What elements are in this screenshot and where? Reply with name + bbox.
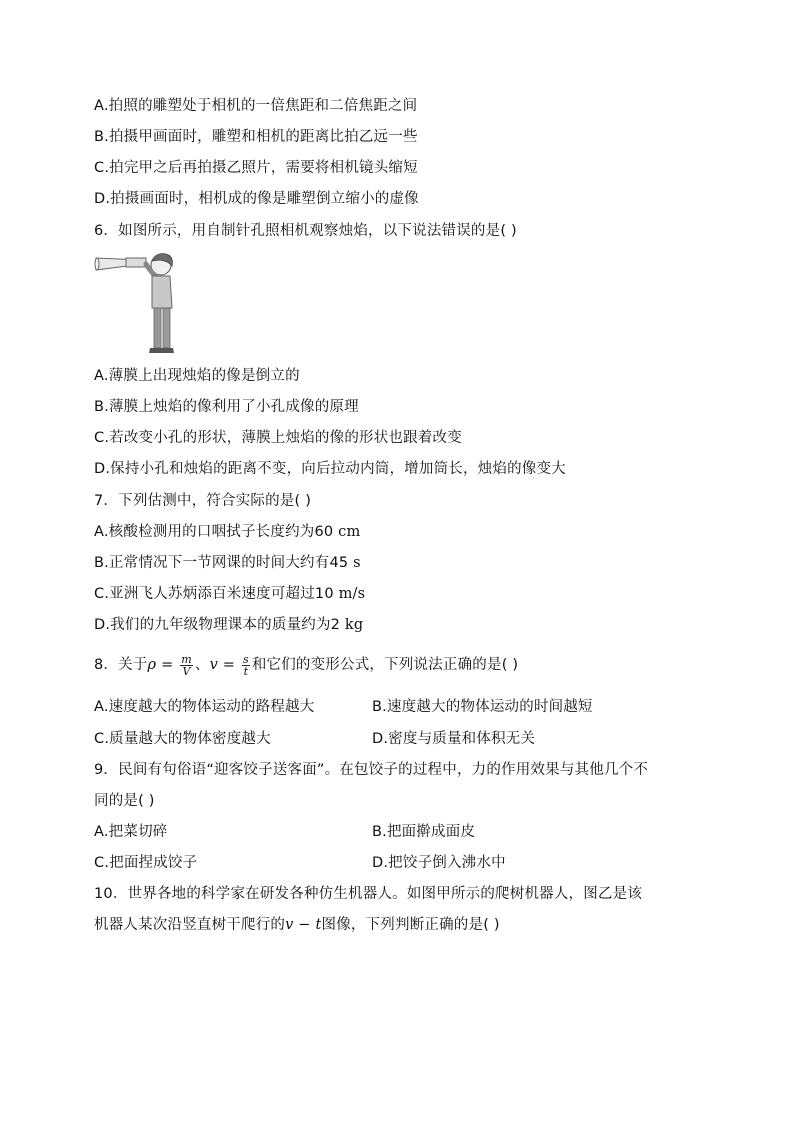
q8-option-a: A.速度越大的物体运动的路程越大 xyxy=(94,699,315,715)
q8-stem: 8．关于ρ = $\frac{m}{V}$ 、v = $\frac{s}{t}$ 和它们的变形公式，下列说法正确的是( ) xyxy=(94,652,519,678)
q7-option-b: B.正常情况下一节网课的时间大约有45 s xyxy=(94,555,361,571)
q7-option-d: D.我们的九年级物理课本的质量约为2 kg xyxy=(94,617,364,633)
q9-option-b: B.把面擀成面皮 xyxy=(372,824,476,840)
q10-stem-line2: 机器人某次沿竖直树干爬行的v − t图像，下列判断正确的是( ) xyxy=(94,917,500,933)
q10-stem-line1: 10．世界各地的科学家在研发各种仿生机器人。如图甲所示的爬树机器人，图乙是该 xyxy=(94,886,643,902)
q9-option-c: C.把面捏成饺子 xyxy=(94,855,198,871)
q6-option-a: A.薄膜上出现烛焰的像是倒立的 xyxy=(94,368,300,384)
speed-fraction: $\frac{s}{t}$ xyxy=(242,652,249,678)
q6-stem: 6．如图所示，用自制针孔照相机观察烛焰，以下说法错误的是( ) xyxy=(94,223,517,239)
q8-option-d: D.密度与质量和体积无关 xyxy=(372,731,536,747)
q7-option-a: A.核酸检测用的口咽拭子长度约为60 cm xyxy=(94,524,361,540)
density-fraction: $\frac{m}{V}$ xyxy=(181,652,192,678)
q5-option-d: D.拍摄画面时，相机成的像是雕塑倒立缩小的虚像 xyxy=(94,191,419,207)
q6-option-c: C.若改变小孔的形状，薄膜上烛焰的像的形状也跟着改变 xyxy=(94,430,462,446)
q5-option-c: C.拍完甲之后再拍摄乙照片，需要将相机镜头缩短 xyxy=(94,160,418,176)
q8-option-c: C.质量越大的物体密度越大 xyxy=(94,731,271,747)
q5-option-b: B.拍摄甲画面时，雕塑和相机的距离比拍乙远一些 xyxy=(94,129,418,145)
q9-option-d: D.把饺子倒入沸水中 xyxy=(372,855,506,871)
q9-option-a: A.把菜切碎 xyxy=(94,824,168,840)
q6-option-d: D.保持小孔和烛焰的距离不变，向后拉动内筒，增加筒长，烛焰的像变大 xyxy=(94,461,566,477)
q5-option-a: A.拍照的雕塑处于相机的一倍焦距和二倍焦距之间 xyxy=(94,98,418,114)
q8-option-b: B.速度越大的物体运动的时间越短 xyxy=(372,699,593,715)
q7-option-c: C.亚洲飞人苏炳添百米速度可超过10 m/s xyxy=(94,586,366,602)
q9-stem-line2: 同的是( ) xyxy=(94,793,155,809)
q7-stem: 7．下列估测中，符合实际的是( ) xyxy=(94,493,312,509)
pinhole-camera-figure xyxy=(94,252,186,358)
q9-stem-line1: 9．民间有句俗语“迎客饺子送客面”。在包饺子的过程中，力的作用效果与其他几个不 xyxy=(94,762,649,778)
q6-option-b: B.薄膜上烛焰的像利用了小孔成像的原理 xyxy=(94,399,359,415)
